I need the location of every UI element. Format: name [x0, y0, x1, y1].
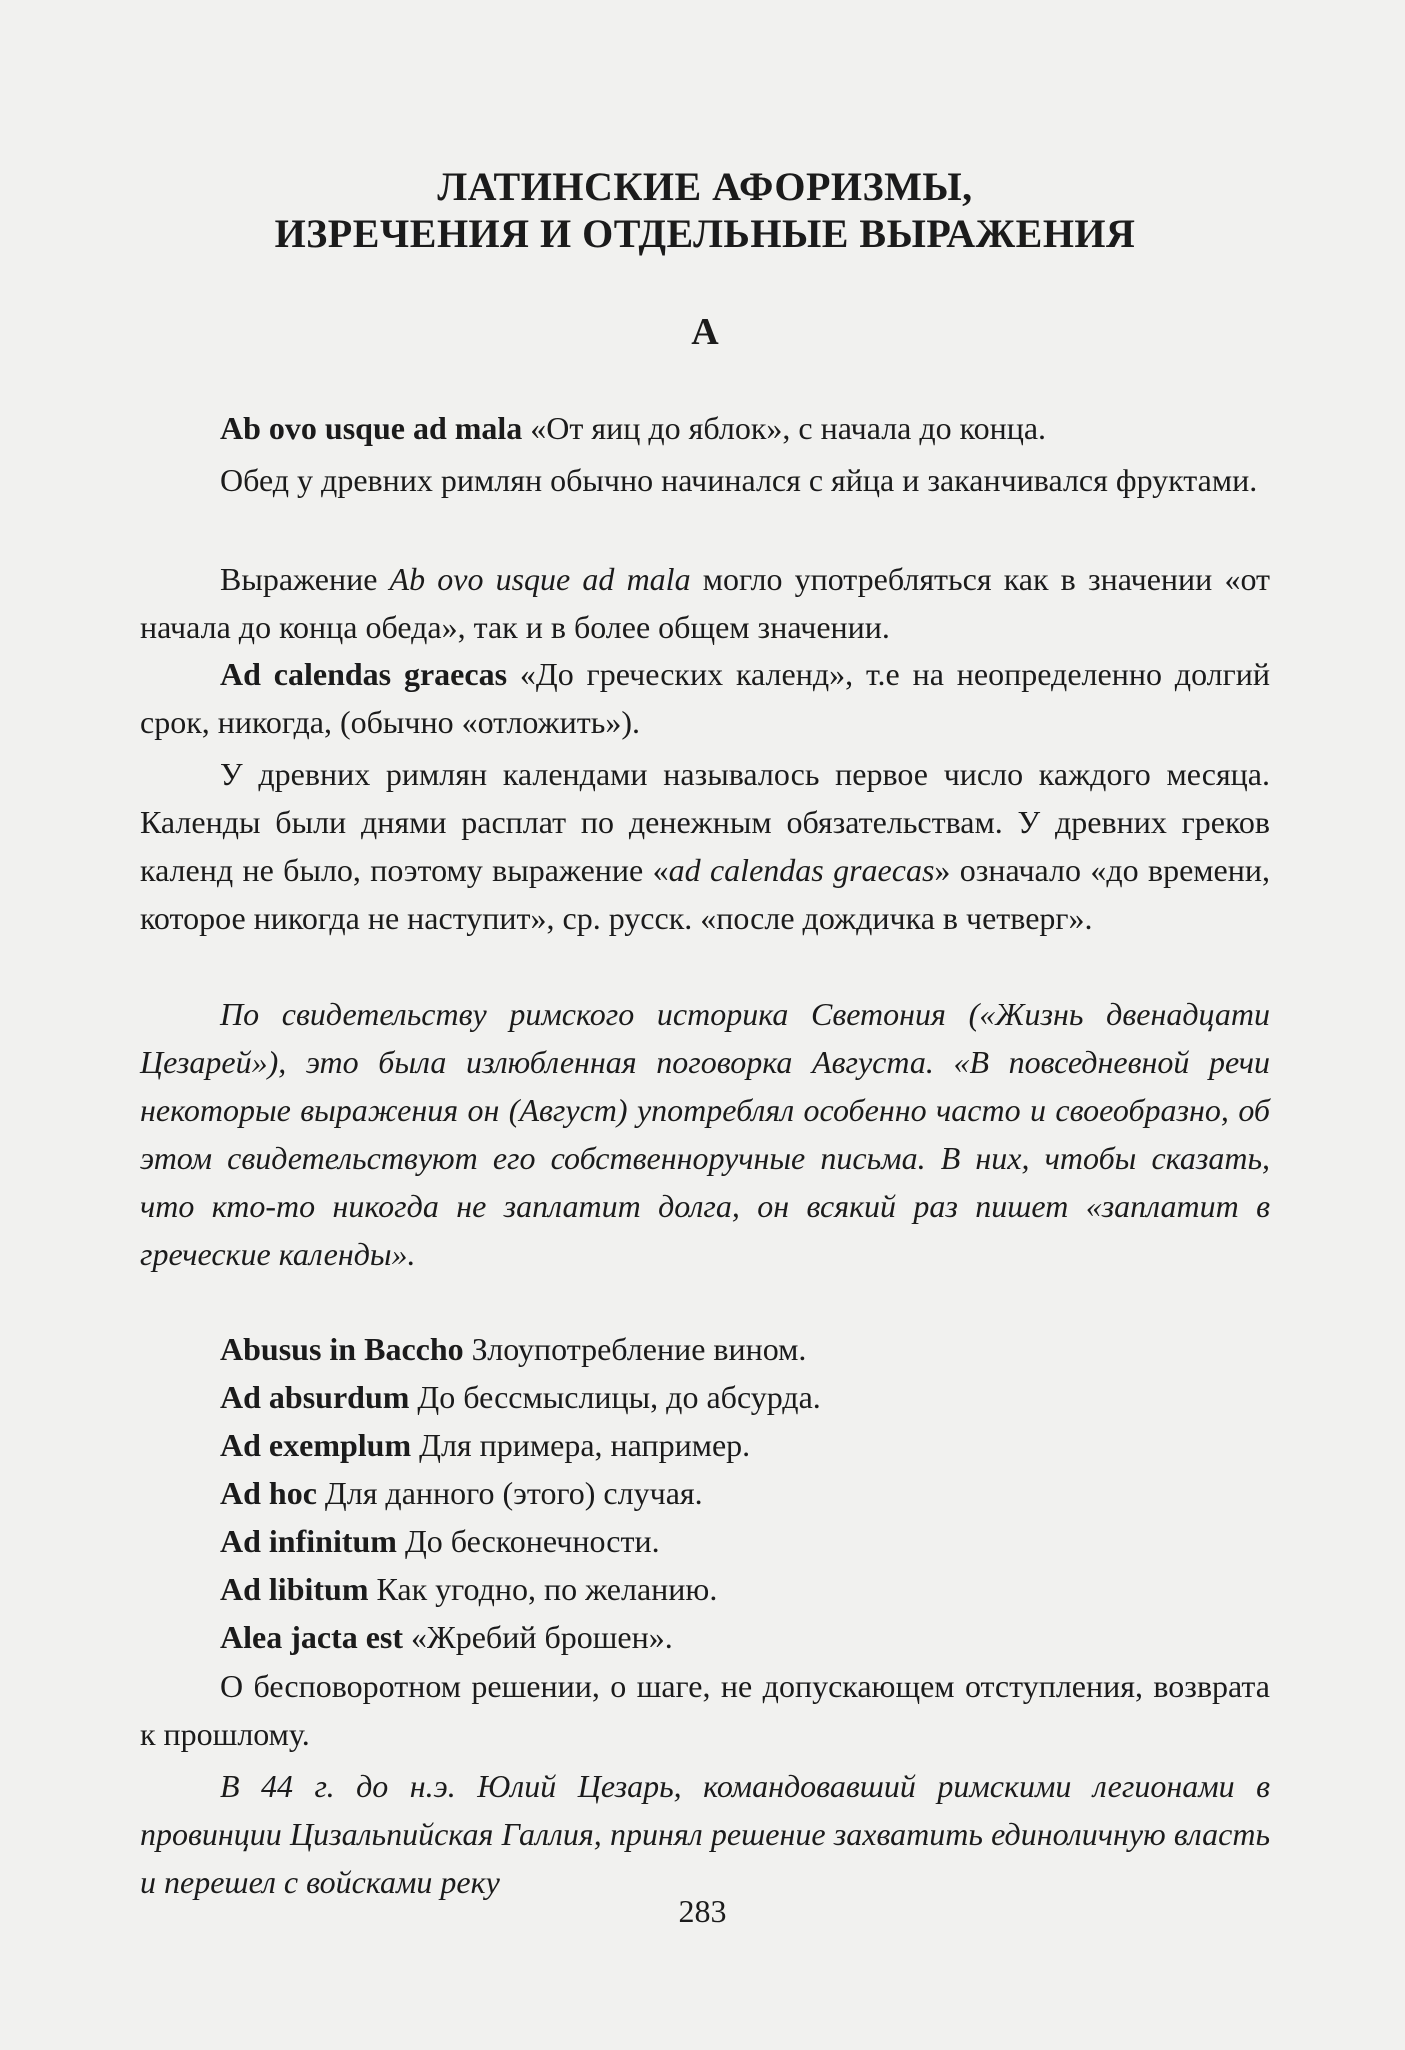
paragraph-text: Обед у древних римлян обычно начинался с яйца и заканчивался фруктами. [220, 462, 1258, 498]
term: Ad calendas graecas [220, 656, 508, 692]
definition: «От яиц до яблок», с начала до конца. [522, 410, 1047, 446]
entry-alea-jacta-est [140, 1613, 1270, 1661]
text-pre: Выражение [220, 561, 390, 597]
latin-italic: Ab ovo usque ad mala [389, 561, 691, 597]
definition: Для данного (этого) случая. [316, 1475, 703, 1511]
term: Alea jacta est [220, 1619, 404, 1655]
definition: Для примера, например. [411, 1427, 751, 1463]
definition: Как угодно, по желанию. [368, 1571, 718, 1607]
chapter-title-line-1: ЛАТИНСКИЕ АФОРИЗМЫ, [437, 164, 973, 209]
definition: «До греческих календ», т.е на неопределенно долгий срок, никогда, (обычно «отложить»). [140, 656, 1271, 740]
entry-abusus [140, 1325, 1270, 1373]
latin-italic: ad calendas graecas [668, 852, 935, 888]
entry-ab-ovo [140, 404, 1270, 452]
term: Ad absurdum [220, 1379, 410, 1415]
text-part-2: » означало «до времени, которое никогда не наступит», ср. русск. «после дождичка в четверг». [140, 852, 1270, 936]
paragraph-irrevocable [140, 1662, 1270, 1758]
paragraph-calends [140, 750, 1270, 942]
text-post: могло употребляться как в значении «от начала до конца обеда», так и в более общем значении. [140, 561, 1271, 645]
italic-paragraph: По свидетельству римского историка Светония («Жизнь двенадцати Цезарей»), это была излюбленная поговорка Августа. «В повседневной речи некоторые выражения он (Август) употреблял особенно часто и своеобразно, об этом свидетельствуют его собственноручные письма. В них, чтобы сказать, что кто-то никогда не заплатит долга, он всякий раз пишет «заплатит в греческие календы». [140, 996, 1270, 1272]
italic-paragraph: В 44 г. до н.э. Юлий Цезарь, командовавший римскими легионами в провинции Цизальпийская Галлия, принял решение захватить единоличную власть и перешел с войсками реку [140, 1768, 1270, 1900]
entry-ad-libitum [140, 1565, 1270, 1613]
definition: До бесконечности. [396, 1523, 660, 1559]
term: Ad hoc [220, 1475, 317, 1511]
entry-ad-hoc [140, 1469, 1270, 1517]
page-number: 283 [678, 1893, 727, 1929]
definition: Злоупотребление вином. [463, 1331, 807, 1367]
paragraph-suetonius [140, 990, 1270, 1278]
entry-ad-calendas [140, 650, 1270, 746]
paragraph-caesar [140, 1762, 1270, 1906]
term: Ad exemplum [220, 1427, 412, 1463]
section-letter: А [691, 311, 719, 353]
entry-ad-exemplum [140, 1421, 1270, 1469]
text-part-1: У древних римлян календами называлось первое число каждого месяца. Календы были днями расплат по денежным обязательствам. У древних греков календ не было, поэтому выражение « [140, 756, 1270, 888]
chapter-title-line-2: ИЗРЕЧЕНИЯ И ОТДЕЛЬНЫЕ ВЫРАЖЕНИЯ [274, 211, 1136, 256]
term: Ab ovo usque ad mala [220, 410, 523, 446]
paragraph-text: О бесповоротном решении, о шаге, не допускающем отступления, возврата к прошлому. [140, 1668, 1270, 1752]
term: Ad infinitum [220, 1523, 397, 1559]
paragraph-dinner [140, 456, 1270, 504]
entry-list [140, 1325, 1270, 1661]
term: Abusus in Baccho [220, 1331, 464, 1367]
term: Ad libitum [220, 1571, 369, 1607]
entry-ad-infinitum [140, 1517, 1270, 1565]
definition: «Жребий брошен». [403, 1619, 673, 1655]
entry-ad-absurdum [140, 1373, 1270, 1421]
paragraph-expression [140, 555, 1270, 651]
definition: До бессмыслицы, до абсурда. [409, 1379, 821, 1415]
